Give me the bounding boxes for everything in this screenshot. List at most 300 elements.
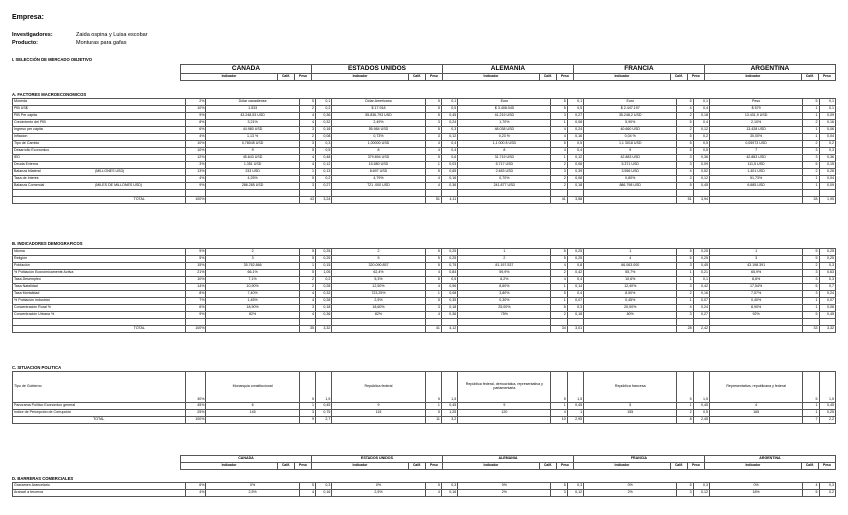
table-cell: 3 [551, 169, 567, 176]
table-cell: 55,7% [584, 270, 677, 277]
subheader-calif: Calif. [539, 463, 556, 470]
table-cell: 2,49% [332, 120, 425, 127]
table-cell: 1,00000 USD [332, 141, 425, 148]
table-cell: 1 [677, 403, 693, 410]
table-cell: 1,70% [458, 120, 551, 127]
table-cell: 0,1 [441, 99, 457, 106]
table-cell: 41.219 USD [458, 113, 551, 120]
table-cell: 233 USD [206, 169, 299, 176]
table-cell: 8,50% [584, 291, 677, 298]
table-cell: 100% [185, 326, 206, 333]
subheader-indicador: Indicador [181, 74, 278, 81]
table-cell: 43 [299, 197, 315, 204]
table-cell: 5 [677, 372, 693, 403]
table-cell: 5 [425, 155, 441, 162]
table-cell: 0,12 [316, 162, 332, 169]
table-cell: 3 [299, 183, 315, 190]
table-cell: 5 [803, 256, 819, 263]
table-cell: 0,70% [458, 176, 551, 183]
table-cell: 4 [677, 106, 693, 113]
table-cell: 1 [584, 249, 677, 256]
table-cell: 81.197.537 [458, 263, 551, 270]
table-cell [584, 417, 677, 424]
table-cell: 0,5 [567, 141, 583, 148]
table-cell: 8 [677, 417, 693, 424]
table-cell: 51,73% [709, 176, 802, 183]
table-cell: 35.248,2 USD [584, 113, 677, 120]
table-cell: 0,63 [819, 270, 835, 277]
table-cell: 4% [185, 490, 206, 497]
table-cell: 3 [206, 256, 299, 263]
subheader-calif: Calif. [670, 463, 687, 470]
table-cell [584, 326, 677, 333]
producto-value: Monturas para gafas [76, 40, 127, 46]
subheader-peso: Peso [425, 74, 442, 81]
table-cell [709, 319, 802, 326]
table-cell: 3 [425, 305, 441, 312]
table-cell: 0,80% [584, 176, 677, 183]
table-cell: 1 [803, 298, 819, 305]
table-cell: 7 [803, 417, 819, 424]
table-cell: 5 [677, 148, 693, 155]
table-cell: 3 [299, 141, 315, 148]
table-cell: 5 [551, 141, 567, 148]
table-cell: 0,3 [441, 127, 457, 134]
table-cell: 0,18 [441, 305, 457, 312]
table-cell: 4 [425, 176, 441, 183]
table-cell: 0,25 [567, 249, 583, 256]
table-cell: 5 [677, 120, 693, 127]
table-cell: 155 [584, 410, 677, 417]
table-cell: 3 [299, 410, 315, 417]
table-cell: 33 [803, 326, 819, 333]
table-row [13, 312, 836, 319]
table-cell: 8.697 USD [332, 169, 425, 176]
table-cell: 0,45 [316, 403, 332, 410]
table-row [13, 141, 836, 148]
table-row [13, 155, 836, 162]
table-cell [206, 326, 299, 333]
table-cell: 0,2 [693, 134, 709, 141]
table-cell [441, 319, 457, 326]
table-cell [94, 256, 185, 263]
table-cell: 4 [425, 284, 441, 291]
subheader-indicador: Indicador [704, 463, 801, 470]
table-cell: 2 [458, 256, 551, 263]
table-cell: 25,00% [458, 305, 551, 312]
table-cell: 5 [425, 483, 441, 490]
table-cell: 2,5% [332, 490, 425, 497]
table-cell: 1 [425, 162, 441, 169]
table-cell: Tasa de Interés [13, 176, 95, 183]
table-cell: 2 [677, 291, 693, 298]
table-cell: 0,21 [693, 270, 709, 277]
table-cell: 4 [425, 312, 441, 319]
table-cell: 4 [551, 148, 567, 155]
table-cell: 8 [458, 148, 551, 155]
subheader-peso: Peso [425, 463, 442, 470]
table-cell [316, 190, 332, 197]
table-row [13, 190, 836, 197]
table-cell [94, 120, 185, 127]
table-row [13, 410, 836, 417]
table-cell: 3 [677, 162, 693, 169]
table-cell: 165 [709, 410, 802, 417]
table-cell: 10% [185, 277, 206, 284]
table-cell: 0,14 [567, 284, 583, 291]
table-cell: 4 [299, 298, 315, 305]
table-cell: 4 [299, 155, 315, 162]
table-cell: 1,5 [819, 372, 835, 403]
table-cell [185, 190, 206, 197]
table-row [13, 417, 836, 424]
table-cell: 5 [299, 270, 315, 277]
table-cell: Balanza bilateral [13, 169, 95, 176]
section-a-title: A. FACTORES MACROECONOMICOS [12, 92, 87, 97]
table-cell [94, 148, 185, 155]
table-cell: 0,18 [693, 113, 709, 120]
subheader-indicador: Indicador [181, 463, 278, 470]
table-cell: 1.401 USD [709, 169, 802, 176]
table-cell: 7,57% [709, 291, 802, 298]
table-cell: 3,80% [458, 291, 551, 298]
table-cell [425, 190, 441, 197]
table-cell: 0,25 [819, 410, 835, 417]
table-cell [13, 326, 95, 333]
table-cell: 55.836,793 USD [332, 113, 425, 120]
table-cell [94, 106, 185, 113]
table-cell: 0,84 [441, 270, 457, 277]
table-cell: 62,4% [332, 270, 425, 277]
table-cell: 0,18 [567, 183, 583, 190]
table-cell: 6,2% [458, 277, 551, 284]
table-cell: 4 [584, 256, 677, 263]
table-cell: 3 [677, 176, 693, 183]
table-cell: 5 [803, 490, 819, 497]
table-cell: PIB US$ [13, 106, 95, 113]
table-cell: 13.428 USD [709, 127, 802, 134]
table-cell: 5 [425, 410, 441, 417]
table-cell [803, 319, 819, 326]
table-cell: 0,12 [567, 490, 583, 497]
table-cell: 0,12 [693, 490, 709, 497]
table-cell: 1 [803, 176, 819, 183]
table-cell: 0,05973 USD [709, 141, 802, 148]
table-cell [94, 298, 185, 305]
table-cell: 9% [185, 312, 206, 319]
table-cell: 0,06 [819, 305, 835, 312]
table-cell: 5 [677, 99, 693, 106]
table-cell: 3 [299, 305, 315, 312]
subheader-indicador: Indicador [704, 74, 801, 81]
table-cell [94, 155, 185, 162]
table-cell: 5 [425, 99, 441, 106]
country-france-d: FRANCIA [573, 456, 704, 463]
table-cell: 0,1 [693, 277, 709, 284]
table-cell: 0% [458, 483, 551, 490]
table-cell: 0,03 [441, 162, 457, 169]
subheader-indicador: Indicador [311, 74, 408, 81]
table-cell [551, 190, 567, 197]
table-cell: 0,07 [693, 298, 709, 305]
political-table [12, 371, 836, 424]
table-cell: 43.248,53 USD [206, 113, 299, 120]
table-cell: 1 [551, 284, 567, 291]
section-b-title: B. INDICADORES DEMOGRAFICOS [12, 241, 83, 246]
table-cell: 1 [677, 298, 693, 305]
table-row [13, 284, 836, 291]
table-cell: 44.980 USD [206, 127, 299, 134]
table-row [13, 134, 836, 141]
macro-table [12, 98, 836, 204]
country-france: FRANCIA [573, 65, 704, 74]
table-cell: 0,16 [693, 291, 709, 298]
table-cell [206, 417, 299, 424]
subheader-calif: Calif. [278, 74, 295, 81]
table-cell [458, 197, 551, 204]
table-cell: 3 [425, 120, 441, 127]
country-germany-d: ALEMANIA [442, 456, 573, 463]
table-cell: 0,36 [819, 155, 835, 162]
table-cell: 4,25% [206, 176, 299, 183]
table-cell: 3.556 USD [584, 169, 677, 176]
table-row [13, 148, 836, 155]
table-cell: 0,75 [316, 410, 332, 417]
table-cell: 0,78045 USD [206, 141, 299, 148]
table-row [13, 372, 836, 403]
table-cell: 0,6 [567, 263, 583, 270]
table-cell: 4 [677, 305, 693, 312]
table-cell: 0,6 [441, 155, 457, 162]
table-cell: 4 [803, 483, 819, 490]
table-cell: 41 [425, 326, 441, 333]
subheader-indicador: Indicador [573, 463, 670, 470]
table-cell: $ 579 [709, 106, 802, 113]
table-row [13, 291, 836, 298]
tipo-gobierno-label: Tipo de Gobierno [13, 372, 186, 403]
table-cell: 9 [206, 148, 299, 155]
table-cell [94, 162, 185, 169]
section-1-title: I. SELECCIÓN DE MERCADO OBJETIVO [12, 57, 93, 62]
table-cell [458, 319, 551, 326]
table-row [13, 176, 836, 183]
subheader-indicador: Indicador [442, 463, 539, 470]
table-cell: 10 [551, 417, 567, 424]
table-cell: 0,42 [693, 284, 709, 291]
table-cell: 0,18 [316, 127, 332, 134]
table-cell: 10% [185, 141, 206, 148]
table-cell: 0% [709, 483, 802, 490]
table-row [13, 270, 836, 277]
table-cell: 6 [206, 403, 299, 410]
table-cell: 0,27 [567, 113, 583, 120]
table-cell [299, 319, 315, 326]
table-cell: 0,45 [441, 113, 457, 120]
table-cell: 5 [299, 148, 315, 155]
table-cell: 10% [185, 106, 206, 113]
table-row [13, 99, 836, 106]
table-cell: 3,21% [206, 120, 299, 127]
table-cell [94, 134, 185, 141]
table-cell: 0,13 [316, 169, 332, 176]
table-cell: 1,5 [316, 372, 332, 403]
table-cell: Balanza Comercial [13, 183, 95, 190]
table-cell: 0,36 [693, 155, 709, 162]
table-cell: 0,16 [441, 176, 457, 183]
table-cell: $ 17.918 [332, 106, 425, 113]
table-cell: 31.719 USD [458, 155, 551, 162]
subheader-indicador: Indicador [442, 74, 539, 81]
table-cell [206, 190, 299, 197]
table-cell: 145 [206, 410, 299, 417]
table-row [13, 197, 836, 204]
table-cell: 0,1 [693, 99, 709, 106]
tipo-gobierno-value: República francesa [584, 372, 677, 403]
table-cell: 9% [185, 183, 206, 190]
country-usa-d: ESTADOS UNIDOS [311, 456, 442, 463]
table-cell: 4 [299, 113, 315, 120]
table-cell [441, 190, 457, 197]
subheader-peso: Peso [687, 463, 704, 470]
table-cell: 0,3 [819, 277, 835, 284]
table-cell: 0,25 [441, 256, 457, 263]
subheader-calif: Calif. [539, 74, 556, 81]
table-cell: 0,36 [316, 113, 332, 120]
table-cell [13, 190, 95, 197]
table-cell: % Población Económicamente Activa [13, 270, 95, 277]
table-cell: 5 [584, 403, 677, 410]
table-cell: Idioma [13, 249, 95, 256]
table-cell: 0,4 [693, 120, 709, 127]
table-cell: 0,18 [316, 305, 332, 312]
table-cell: 0,45 [693, 403, 709, 410]
table-cell: 0,45 [819, 312, 835, 319]
table-cell: 5 [677, 141, 693, 148]
table-cell: 0,1 [819, 99, 835, 106]
table-cell [94, 270, 185, 277]
table-cell: 14% [185, 284, 206, 291]
table-cell: 2 [332, 249, 425, 256]
table-cell: 0,5 [316, 148, 332, 155]
table-row [13, 305, 836, 312]
table-cell: 0,04 [819, 176, 835, 183]
table-cell: 82% [332, 312, 425, 319]
table-cell: 5 [551, 99, 567, 106]
table-row [13, 106, 836, 113]
table-cell: 42.883 USD [584, 155, 677, 162]
table-cell: 3 [677, 312, 693, 319]
subheader-peso: Peso [818, 74, 835, 81]
table-cell: Arancel a terceros [13, 490, 186, 497]
table-cell [206, 197, 299, 204]
table-cell: 5 [425, 256, 441, 263]
table-cell: 0,3 [316, 483, 332, 490]
table-cell: 0,16 [567, 134, 583, 141]
table-cell [677, 319, 693, 326]
subheader-indicador: Indicador [573, 74, 670, 81]
table-cell: 0,08 [567, 176, 583, 183]
table-cell: TOTAL [13, 417, 186, 424]
table-cell: 3 [677, 490, 693, 497]
table-cell: 1 [677, 277, 693, 284]
table-row [13, 162, 836, 169]
table-cell: 41 [551, 197, 567, 204]
investigadores-label: Investigadores: [12, 32, 53, 38]
table-cell: 6% [185, 483, 206, 490]
table-cell: 0,3 [819, 148, 835, 155]
table-cell: 5 [803, 162, 819, 169]
table-cell: 42.883 USD [709, 155, 802, 162]
table-cell: 0,08 [316, 134, 332, 141]
table-cell: 4 [425, 148, 441, 155]
table-cell: 35.762.866 [206, 263, 299, 270]
table-cell: 2 [677, 113, 693, 120]
table-cell: 0,24 [819, 291, 835, 298]
table-cell [94, 312, 185, 319]
table-cell: 0,4 [567, 291, 583, 298]
tipo-gobierno-peso: 30% [185, 372, 206, 403]
table-cell: 6.685 USD [709, 183, 802, 190]
table-cell: 4 [299, 120, 315, 127]
table-cell [94, 249, 185, 256]
subheader-calif: Calif. [408, 463, 425, 470]
table-cell: 0,12 [567, 155, 583, 162]
table-cell: Tasa Natalidad [13, 284, 95, 291]
table-cell: 0,36 [441, 312, 457, 319]
table-cell: 7% [185, 298, 206, 305]
table-cell: 2 [803, 169, 819, 176]
table-cell: 2,45 [693, 417, 709, 424]
table-cell: Concentración Urbana % [13, 312, 95, 319]
table-cell: 3,94 [693, 197, 709, 204]
table-cell: 43.198.391 [709, 263, 802, 270]
table-cell: Inflacion [13, 134, 95, 141]
table-cell: 0,04 % [584, 134, 677, 141]
investigadores-value: Zaida ospina y Luisa escobar [76, 32, 148, 38]
table-cell: Desarrollo Economico [13, 148, 95, 155]
table-cell [584, 190, 677, 197]
table-cell: 0,15 [316, 263, 332, 270]
table-cell [94, 263, 185, 270]
table-cell [458, 326, 551, 333]
table-cell: 92% [709, 312, 802, 319]
table-cell [332, 319, 425, 326]
table-cell: 28 [677, 326, 693, 333]
demographic-table [12, 248, 836, 333]
table-cell: 18% [709, 490, 802, 497]
table-cell: 2% [185, 99, 206, 106]
table-cell: 9 [299, 417, 315, 424]
table-cell: 1 [803, 106, 819, 113]
table-cell: 0,16 [441, 490, 457, 497]
table-cell: 5 [551, 291, 567, 298]
table-cell: 9 [332, 403, 425, 410]
table-cell: 111,5 USD [709, 162, 802, 169]
table-cell: 0,24 [693, 305, 709, 312]
table-cell: 4 [425, 270, 441, 277]
table-row [13, 490, 836, 497]
table-cell: 1 [458, 249, 551, 256]
table-cell: 0,52 [693, 169, 709, 176]
table-cell: Tasa Mortalidad [13, 291, 95, 298]
table-cell: 120 [458, 410, 551, 417]
table-cell: 30,00% [709, 134, 802, 141]
table-cell: TOTAL [94, 197, 185, 204]
table-cell: 0,1 [567, 99, 583, 106]
table-cell: 1,5 [693, 372, 709, 403]
table-cell: 0,06 [819, 127, 835, 134]
section-d-title: D. BARRERAS COMERCIALES [12, 476, 74, 481]
